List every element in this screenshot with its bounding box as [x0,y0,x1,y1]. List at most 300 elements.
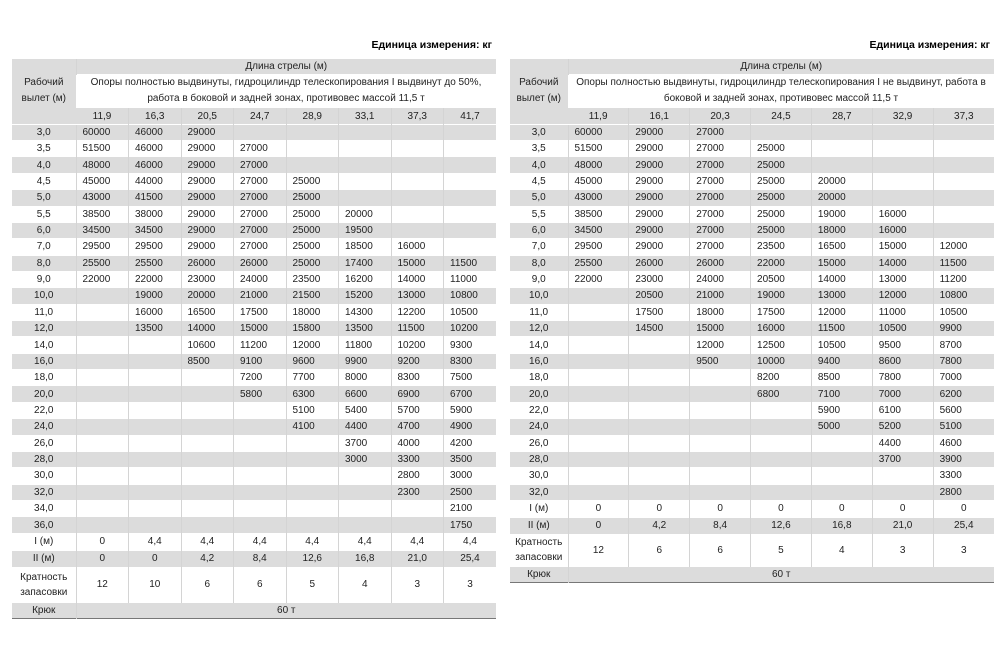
boom-length-cell: 16,3 [129,108,182,124]
radius-cell: 4,5 [510,173,568,189]
capacity-cell: 14000 [181,321,234,337]
capacity-cell [391,124,444,140]
ext-ii-row-cell: 25,4 [933,517,994,534]
capacity-cell: 11800 [339,337,392,353]
reeving-row [510,534,994,566]
table-row [12,271,496,287]
table-row [12,124,496,140]
table-row [510,124,994,140]
capacity-cell: 29000 [181,141,234,157]
radius-cell: 20,0 [12,386,76,402]
boom-length-header: Длина стрелы (м) [568,59,994,75]
capacity-cell: 29000 [181,222,234,238]
capacity-cell: 46000 [129,141,182,157]
radius-cell: 16,0 [510,353,568,369]
capacity-cell [872,124,933,140]
capacity-cell: 7500 [444,370,497,386]
capacity-cell: 10500 [811,337,872,353]
capacity-cell [181,419,234,435]
capacity-cell [129,468,182,484]
capacity-cell: 60000 [76,124,129,140]
table-row [12,173,496,189]
table-row [510,386,994,402]
capacity-cell [568,337,629,353]
radius-cell: 3,0 [12,124,76,140]
capacity-cell: 16000 [391,239,444,255]
capacity-cell [629,435,690,451]
table-row [12,500,496,516]
capacity-cell [129,451,182,467]
capacity-cell [391,141,444,157]
boom-length-cell: 33,1 [339,108,392,124]
radius-cell: 4,5 [12,173,76,189]
table-row [12,517,496,533]
hook-value: 60 т [76,602,496,618]
ext-ii-row-cell: 16,8 [339,550,392,567]
radius-cell: 12,0 [12,321,76,337]
table-row [510,402,994,418]
radius-cell: 10,0 [510,288,568,304]
capacity-cell: 20500 [751,271,812,287]
table-row [12,402,496,418]
table-row [510,255,994,271]
table-row [510,190,994,206]
capacity-cell: 26000 [234,255,287,271]
ext-i-row-cell: 4,4 [286,533,339,550]
radius-cell: 18,0 [510,370,568,386]
capacity-cell: 6600 [339,386,392,402]
capacity-cell: 15000 [690,321,751,337]
ext-i-row [510,500,994,517]
capacity-cell: 48000 [76,157,129,173]
capacity-cell [872,190,933,206]
capacity-cell: 22000 [76,271,129,287]
capacity-cell [76,402,129,418]
capacity-cell: 16200 [339,271,392,287]
ext-ii-row-cell: 12,6 [751,517,812,534]
capacity-cell: 10500 [933,304,994,320]
capacity-cell [76,419,129,435]
capacity-cell [568,288,629,304]
capacity-cell [811,451,872,467]
capacity-cell: 10500 [872,321,933,337]
capacity-cell: 3700 [339,435,392,451]
capacity-cell: 4100 [286,419,339,435]
capacity-cell: 34500 [76,222,129,238]
ext-i-row-cell: 4,4 [129,533,182,550]
capacity-cell [872,468,933,484]
capacity-cell [751,419,812,435]
capacity-cell: 15000 [811,255,872,271]
boom-length-cell: 11,9 [568,108,629,124]
capacity-cell [444,206,497,222]
capacity-cell: 6900 [391,386,444,402]
capacity-cell [129,370,182,386]
capacity-cell: 7700 [286,370,339,386]
capacity-cell [76,353,129,369]
capacity-cell: 44000 [129,173,182,189]
table-row [510,419,994,435]
capacity-cell: 12200 [391,304,444,320]
capacity-cell: 10000 [751,353,812,369]
capacity-cell: 5900 [444,402,497,418]
capacity-cell: 14500 [629,321,690,337]
boom-length-cell: 37,3 [391,108,444,124]
table-row [510,321,994,337]
capacity-cell: 25000 [751,157,812,173]
ext-i-row-cell: 0 [751,500,812,517]
capacity-cell: 18500 [339,239,392,255]
capacity-cell: 7200 [234,370,287,386]
capacity-cell [76,500,129,516]
capacity-cell: 19000 [751,288,812,304]
boom-length-cell: 24,5 [751,108,812,124]
capacity-cell: 16000 [751,321,812,337]
capacity-cell: 38500 [76,206,129,222]
capacity-cell: 16500 [811,239,872,255]
capacity-cell [391,222,444,238]
capacity-cell: 29500 [129,239,182,255]
table-row [510,141,994,157]
capacity-cell [690,419,751,435]
radius-cell: 24,0 [510,419,568,435]
capacity-cell: 16500 [181,304,234,320]
capacity-cell: 19000 [129,288,182,304]
ext-ii-row-cell: 0 [568,517,629,534]
hook-row [510,566,994,582]
capacity-cell: 4900 [444,419,497,435]
table-row [12,353,496,369]
capacity-cell [129,435,182,451]
capacity-cell: 29000 [181,206,234,222]
capacity-cell [234,419,287,435]
capacity-cell: 3900 [933,451,994,467]
capacity-cell [76,386,129,402]
table-row [510,173,994,189]
capacity-cell: 23500 [286,271,339,287]
capacity-cell [76,451,129,467]
radius-cell: 32,0 [12,484,76,500]
unit-label-right: Единица измерения: кг [869,39,990,51]
capacity-cell [629,402,690,418]
table-row [510,451,994,467]
capacity-cell: 8500 [181,353,234,369]
radius-cell: 24,0 [12,419,76,435]
capacity-cell: 12000 [690,337,751,353]
capacity-cell: 26000 [181,255,234,271]
capacity-cell: 19500 [339,222,392,238]
capacity-cell: 27000 [234,239,287,255]
capacity-cell: 12500 [751,337,812,353]
radius-cell: 36,0 [12,517,76,533]
boom-length-cell: 20,3 [690,108,751,124]
table-row [12,141,496,157]
radius-cell: 5,5 [12,206,76,222]
radius-cell: 3,5 [510,141,568,157]
capacity-cell: 5000 [811,419,872,435]
capacity-cell: 16000 [872,222,933,238]
capacity-cell: 15000 [391,255,444,271]
header-row [510,59,994,75]
capacity-cell: 14300 [339,304,392,320]
capacity-cell: 13500 [129,321,182,337]
table-row [510,353,994,369]
capacity-cell [872,157,933,173]
capacity-cell [76,484,129,500]
radius-cell: 4,0 [12,157,76,173]
capacity-cell: 25000 [286,190,339,206]
table-row [12,386,496,402]
table-row [12,484,496,500]
capacity-cell [872,141,933,157]
capacity-cell: 8500 [811,370,872,386]
ext-i-row-cell: 0 [933,500,994,517]
capacity-cell: 13000 [811,288,872,304]
capacity-cell [933,157,994,173]
capacity-cell: 15000 [234,321,287,337]
reeving-row-cell: 6 [234,567,287,602]
table-row [12,222,496,238]
capacity-cell [129,484,182,500]
capacity-cell [568,435,629,451]
capacity-cell: 25000 [751,206,812,222]
reeving-row-cell: 5 [286,567,339,602]
capacity-cell: 46000 [129,157,182,173]
table-row [12,321,496,337]
reeving-row-cell: 3 [872,534,933,566]
capacity-cell: 48000 [568,157,629,173]
table-row [12,255,496,271]
capacity-cell: 26000 [629,255,690,271]
radius-cell: 30,0 [510,468,568,484]
capacity-cell [444,157,497,173]
capacity-cell: 29000 [629,190,690,206]
capacity-cell: 3000 [339,451,392,467]
capacity-cell: 15200 [339,288,392,304]
capacity-cell [234,402,287,418]
capacity-cell: 8300 [391,370,444,386]
capacity-cell: 27000 [234,173,287,189]
boom-length-cell: 28,9 [286,108,339,124]
capacity-cell: 38500 [568,206,629,222]
capacity-cell [286,157,339,173]
capacity-cell [234,124,287,140]
capacity-cell [629,337,690,353]
table-row [12,190,496,206]
capacity-cell: 8700 [933,337,994,353]
capacity-cell: 51500 [568,141,629,157]
reeving-row-label: Кратность запасовки [12,567,76,602]
capacity-cell: 12000 [811,304,872,320]
capacity-cell [568,321,629,337]
ext-i-row [12,533,496,550]
capacity-cell [181,517,234,533]
hook-label: Крюк [12,602,76,618]
capacity-cell [234,451,287,467]
capacity-cell [568,451,629,467]
capacity-cell [286,517,339,533]
radius-header: Рабочий вылет (м) [510,59,568,125]
capacity-cell [751,468,812,484]
capacity-cell [76,304,129,320]
capacity-cell [690,484,751,500]
capacity-cell: 51500 [76,141,129,157]
capacity-cell: 29000 [181,124,234,140]
reeving-row-cell: 6 [629,534,690,566]
capacity-cell: 7800 [933,353,994,369]
capacity-cell [339,500,392,516]
capacity-cell [629,451,690,467]
header-row [12,59,496,75]
capacity-cell [181,484,234,500]
ext-ii-row-cell: 4,2 [181,550,234,567]
capacity-cell [234,468,287,484]
capacity-cell: 29000 [629,206,690,222]
capacity-cell: 8000 [339,370,392,386]
capacity-cell [690,451,751,467]
capacity-cell [181,370,234,386]
capacity-cell: 6300 [286,386,339,402]
capacity-cell [568,468,629,484]
capacity-cell: 19000 [811,206,872,222]
capacity-cell: 27000 [690,173,751,189]
capacity-cell: 10800 [444,288,497,304]
table-row [12,206,496,222]
capacity-cell [339,468,392,484]
capacity-cell: 29500 [76,239,129,255]
reeving-row-cell: 12 [76,567,129,602]
ext-i-row-cell: 0 [76,533,129,550]
capacity-cell: 43000 [568,190,629,206]
capacity-cell: 20500 [629,288,690,304]
capacity-cell: 20000 [339,206,392,222]
boom-length-header: Длина стрелы (м) [76,59,496,75]
capacity-cell [872,173,933,189]
capacity-cell: 7100 [811,386,872,402]
capacity-cell: 43000 [76,190,129,206]
capacity-cell: 25500 [129,255,182,271]
capacity-cell: 29000 [181,190,234,206]
capacity-cell: 38000 [129,206,182,222]
ext-ii-row-cell: 0 [76,550,129,567]
capacity-cell [629,419,690,435]
capacity-cell: 27000 [690,239,751,255]
capacity-cell: 10200 [444,321,497,337]
capacity-cell: 5900 [811,402,872,418]
hook-row [12,602,496,618]
table-row [510,206,994,222]
capacity-cell [76,337,129,353]
radius-cell: 11,0 [510,304,568,320]
capacity-cell [339,190,392,206]
radius-cell: 26,0 [510,435,568,451]
capacity-cell [129,337,182,353]
capacity-cell: 34500 [129,222,182,238]
capacity-cell [76,517,129,533]
capacity-cell: 24000 [690,271,751,287]
capacity-cell [690,435,751,451]
radius-cell: 8,0 [510,255,568,271]
capacity-cell [339,517,392,533]
table-row [12,370,496,386]
capacity-cell: 27000 [234,206,287,222]
capacity-cell [391,206,444,222]
capacity-cell [339,484,392,500]
capacity-cell: 29000 [629,173,690,189]
table-row [12,337,496,353]
capacity-cell [933,173,994,189]
radius-cell: 26,0 [12,435,76,451]
radius-cell: 9,0 [510,271,568,287]
capacity-cell: 25000 [751,222,812,238]
capacity-cell: 20000 [811,173,872,189]
radius-cell: 4,0 [510,157,568,173]
ext-i-row-cell: 4,4 [339,533,392,550]
radius-cell: 30,0 [12,468,76,484]
ext-ii-row-label: II (м) [510,517,568,534]
capacity-cell [629,468,690,484]
capacity-cell [76,288,129,304]
capacity-cell: 34500 [568,222,629,238]
capacity-cell [568,304,629,320]
capacity-cell: 13500 [339,321,392,337]
capacity-cell: 2300 [391,484,444,500]
capacity-cell: 23000 [629,271,690,287]
capacity-cell: 1750 [444,517,497,533]
capacity-cell: 21000 [690,288,751,304]
capacity-cell [933,124,994,140]
radius-header: Рабочий вылет (м) [12,59,76,125]
capacity-cell: 6800 [751,386,812,402]
capacity-cell [129,517,182,533]
capacity-cell: 22000 [568,271,629,287]
capacity-cell [690,370,751,386]
table-row [510,288,994,304]
capacity-cell: 8300 [444,353,497,369]
capacity-cell: 3000 [444,468,497,484]
reeving-row-cell: 3 [391,567,444,602]
capacity-cell: 27000 [690,206,751,222]
capacity-cell: 15800 [286,321,339,337]
capacity-cell: 18000 [811,222,872,238]
boom-length-cell: 11,9 [76,108,129,124]
table-row [510,435,994,451]
capacity-cell: 22000 [751,255,812,271]
capacity-cell: 25000 [286,255,339,271]
capacity-cell: 29000 [629,141,690,157]
capacity-cell: 8200 [751,370,812,386]
capacity-cell [872,484,933,500]
capacity-cell [181,386,234,402]
capacity-cell: 7000 [933,370,994,386]
capacity-cell: 5100 [286,402,339,418]
capacity-cell [76,435,129,451]
capacity-cell: 5200 [872,419,933,435]
capacity-cell [391,157,444,173]
ext-i-row-cell: 4,4 [444,533,497,550]
capacity-cell: 23000 [181,271,234,287]
radius-cell: 7,0 [510,239,568,255]
ext-i-row-label: I (м) [510,500,568,517]
capacity-cell: 3500 [444,451,497,467]
radius-cell: 16,0 [12,353,76,369]
capacity-cell [933,206,994,222]
radius-cell: 12,0 [510,321,568,337]
capacity-cell: 9900 [339,353,392,369]
ext-i-row-label: I (м) [12,533,76,550]
ext-ii-row-cell: 8,4 [690,517,751,534]
capacity-cell [234,435,287,451]
